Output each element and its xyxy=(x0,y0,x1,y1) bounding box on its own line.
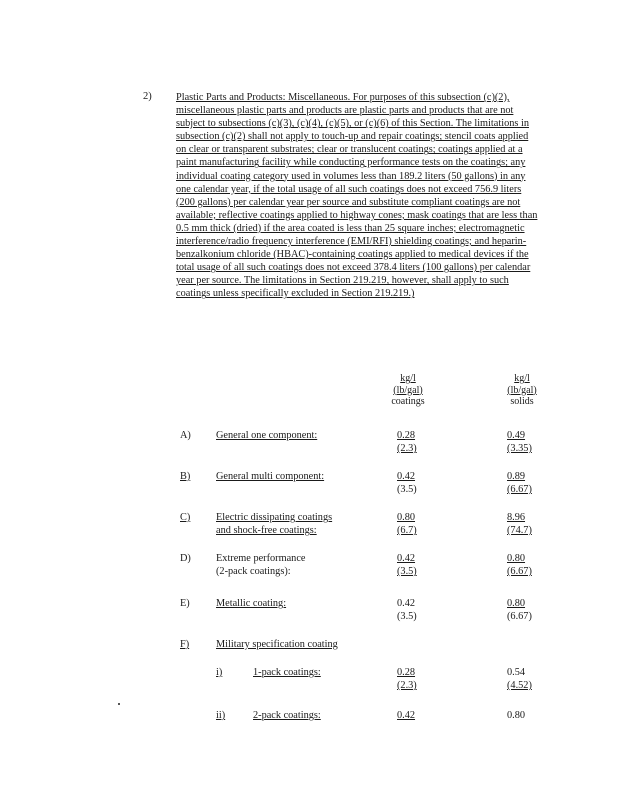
row-description-line: 1-pack coatings: xyxy=(253,667,321,678)
row-description xyxy=(253,666,321,679)
row-coatings-value xyxy=(397,470,417,496)
value-imperial: (6.7) xyxy=(397,525,417,536)
row-description-line: General multi component: xyxy=(216,471,325,482)
row-coatings-value xyxy=(397,511,417,537)
row-description xyxy=(216,470,324,483)
value-imperial: (2.3) xyxy=(397,680,417,691)
row-description xyxy=(216,597,286,610)
value-imperial: (3.5) xyxy=(397,611,417,622)
value-imperial: (2.3) xyxy=(397,443,417,454)
row-coatings-value xyxy=(397,666,417,692)
row-description xyxy=(216,552,305,578)
row-label: D) xyxy=(180,553,191,564)
value-metric: 0.49 xyxy=(507,430,526,441)
value-metric: 0.42 xyxy=(397,471,416,482)
value-imperial: (6.67) xyxy=(507,566,532,577)
row-solids-value xyxy=(507,666,532,692)
header-coatings-label: coatings xyxy=(391,396,425,407)
row-solids-value xyxy=(507,709,525,722)
value-metric: 0.28 xyxy=(397,430,416,441)
row-description xyxy=(253,709,321,722)
value-imperial: (6.67) xyxy=(507,484,532,495)
paragraph-number: 2) xyxy=(143,91,152,102)
header-solids-label: solids xyxy=(510,396,534,407)
scan-speck xyxy=(118,703,120,705)
header-coatings xyxy=(380,373,436,408)
row-description-line: Military specification coating xyxy=(216,639,338,650)
value-imperial: (3.5) xyxy=(397,484,417,495)
row-description xyxy=(216,429,317,442)
row-description-line: Extreme performance xyxy=(216,553,306,564)
row-description-line: Metallic coating: xyxy=(216,598,287,609)
row-solids-value xyxy=(507,552,532,578)
row-solids-value xyxy=(507,511,532,537)
row-description-line: General one component: xyxy=(216,430,318,441)
row-description xyxy=(216,511,332,537)
header-coatings-unit-alt: (lb/gal) xyxy=(393,384,423,396)
header-solids-unit-alt: (lb/gal) xyxy=(507,384,537,396)
row-coatings-value xyxy=(397,552,417,578)
value-metric: 0.80 xyxy=(397,512,416,523)
row-coatings-value xyxy=(397,709,415,722)
value-metric: 8.96 xyxy=(507,512,526,523)
row-description-line: (2-pack coatings): xyxy=(216,566,291,577)
value-metric: 0.80 xyxy=(507,553,526,564)
row-description-line: 2-pack coatings: xyxy=(253,710,321,721)
value-imperial: (3.5) xyxy=(397,566,417,577)
value-metric: 0.42 xyxy=(397,598,416,609)
value-imperial: (4.52) xyxy=(507,680,532,691)
row-solids-value xyxy=(507,470,532,496)
row-description-line: Electric dissipating coatings xyxy=(216,512,333,523)
header-solids xyxy=(494,373,550,408)
row-label: A) xyxy=(180,430,191,441)
value-metric: 0.54 xyxy=(507,667,526,678)
paragraph-text-part: The limitations in subsection (c)(2) shall not apply to touch-up and repair coatings; stencil coats applied on clear or transparent substrates; clear or translucent coatings; coatings applied at a paint manufacturing facility while conducting performance tests on the coatings; any individual coating category used in volumes less than 189.2 liters (50 gallons) in any one calendar year, if the total usage of all such coatings does not exceed 756.9 liters (200 gallons) per calendar year per source and substitute compliant coatings are not available; reflective coatings applied to highway cones; mask coatings that are less than 0.5 mm thick (dried) if the area coated is less than 25 square inches; electromagnetic interference/radio frequency interference (EMI/RFI) shielding coatings; and heparin-benzalkonium chloride (HBAC)-containing coatings applied to medical devices if the total usage of all such coatings does not exceed 378.4 liters (100 gallons) per calendar year per source. The limitations in Section 219.219, however, shall apply to such coatings unless specifically excluded in Section 219.219.) xyxy=(176,118,538,300)
paragraph-text xyxy=(176,91,540,301)
value-imperial: (74.7) xyxy=(507,525,532,536)
value-metric: 0.89 xyxy=(507,471,526,482)
row-solids-value xyxy=(507,429,532,455)
row-coatings-value xyxy=(397,429,417,455)
row-description xyxy=(216,638,338,651)
header-solids-unit: kg/l xyxy=(514,373,530,384)
value-metric: 0.42 xyxy=(397,710,416,721)
row-label: i) xyxy=(216,667,223,678)
value-imperial: (6.67) xyxy=(507,611,532,622)
header-coatings-unit: kg/l xyxy=(400,373,416,384)
paragraph-text-part: Plastic Parts and Products: Miscellaneous. For purposes of this subsection (c)(2), miscellaneous plastic parts and products are plastic parts and products that are not subject to subsections (c)(3), (c)(4), (c)(5), or (c)(6) of this Section. xyxy=(176,92,514,130)
row-label: E) xyxy=(180,598,190,609)
row-label: C) xyxy=(180,512,191,523)
value-metric: 0.42 xyxy=(397,553,416,564)
value-metric: 0.28 xyxy=(397,667,416,678)
row-label: ii) xyxy=(216,710,226,721)
value-metric: 0.80 xyxy=(507,710,526,721)
value-metric: 0.80 xyxy=(507,598,526,609)
value-imperial: (3.35) xyxy=(507,443,532,454)
row-label: F) xyxy=(180,639,190,650)
row-description-line: and shock-free coatings: xyxy=(216,525,317,536)
row-solids-value xyxy=(507,597,532,623)
row-coatings-value xyxy=(397,597,417,623)
row-label: B) xyxy=(180,471,191,482)
